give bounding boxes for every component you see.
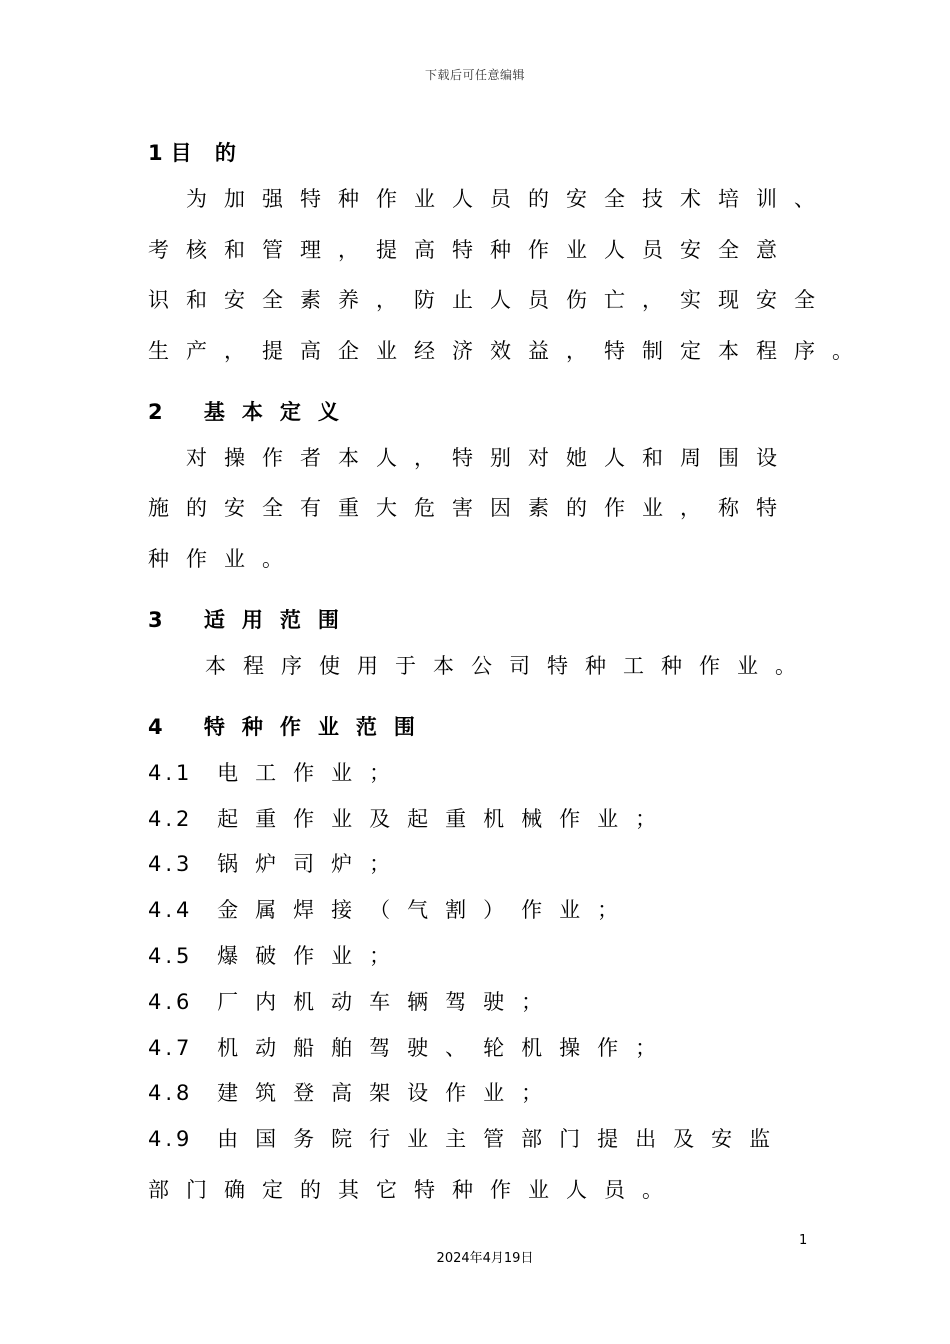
list-item-number: 4.7 — [148, 1036, 194, 1060]
section-3-heading: 3 适用范围 — [148, 608, 356, 632]
list-item — [148, 1034, 673, 1062]
list-item-continuation: 部门确定的其它特种作业人员。 — [148, 1178, 680, 1202]
list-item-number: 4.5 — [148, 944, 194, 968]
list-item — [148, 988, 559, 1016]
section-2-line: 种作业。 — [148, 547, 300, 571]
list-item-number: 4.4 — [148, 898, 194, 922]
section-1-line: 为加强特种作业人员的安全技术培训、 — [186, 187, 832, 211]
section-1-heading: 1目 的 — [148, 141, 244, 165]
list-item — [148, 896, 635, 924]
list-item-number: 4.1 — [148, 761, 194, 785]
list-item — [148, 805, 673, 833]
list-item-number: 4.9 — [148, 1127, 194, 1151]
list-item — [148, 1125, 787, 1153]
section-2-line: 施的安全有重大危害因素的作业，称特 — [148, 496, 794, 520]
list-item-number: 4.3 — [148, 852, 194, 876]
list-item-text: 金属焊接（气割）作业； — [217, 898, 636, 922]
list-item — [148, 850, 407, 878]
list-item — [148, 1079, 559, 1107]
list-item-number: 4.2 — [148, 807, 194, 831]
list-item-number: 4.6 — [148, 990, 194, 1014]
list-item-text: 爆破作业； — [217, 944, 408, 968]
list-item-text: 锅炉司炉； — [217, 852, 408, 876]
list-item-text: 起重作业及起重机械作业； — [217, 807, 674, 831]
section-1-line: 考核和管理，提高特种作业人员安全意 — [148, 238, 794, 262]
list-item-text: 机动船舶驾驶、轮机操作； — [217, 1036, 674, 1060]
section-2-line: 对操作者本人，特别对她人和周围设 — [186, 446, 794, 470]
section-4-heading: 4 特种作业范围 — [148, 715, 432, 739]
list-item-text: 由国务院行业主管部门提出及安监 — [217, 1127, 788, 1151]
list-item-text: 厂内机动车辆驾驶； — [217, 990, 560, 1014]
page-header: 下载后可任意编辑 — [424, 68, 525, 82]
list-item-text: 电工作业； — [217, 761, 408, 785]
list-item-number: 4.8 — [148, 1081, 194, 1105]
section-1-line: 识和安全素养，防止人员伤亡，实现安全 — [148, 288, 832, 312]
section-2-heading: 2 基本定义 — [148, 400, 356, 424]
page-number: 1 — [799, 1233, 808, 1248]
section-1-line: 生产，提高企业经济效益，特制定本程序。 — [148, 339, 870, 363]
list-item-text: 建筑登高架设作业； — [217, 1081, 560, 1105]
list-item — [148, 759, 407, 787]
list-item — [148, 942, 407, 970]
footer-date: 2024年4月19日 — [436, 1251, 534, 1266]
section-3-line: 本程序使用于本公司特种工种作业。 — [205, 654, 813, 678]
